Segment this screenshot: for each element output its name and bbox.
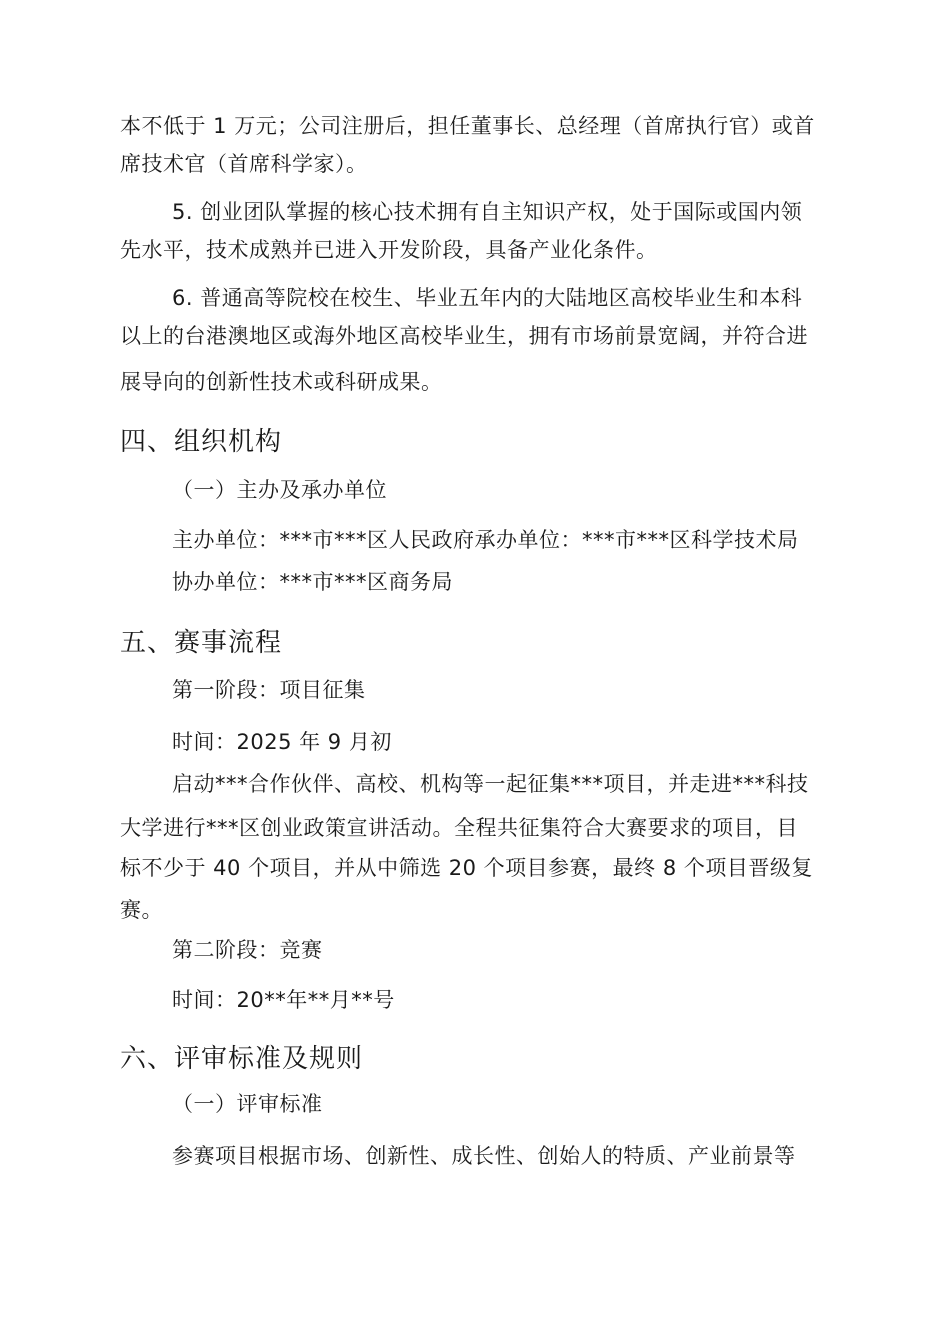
list-item-5-line: 先水平，技术成熟并已进入开发阶段，具备产业化条件。	[120, 238, 658, 262]
stage-time: 时间：20**年**月**号	[172, 988, 395, 1012]
subsection-heading: （一）主办及承办单位	[172, 478, 387, 502]
stage-description-line: 大学进行***区创业政策宣讲活动。全程共征集符合大赛要求的项目，目	[120, 816, 798, 840]
stage-title: 第二阶段：竞赛	[172, 938, 323, 962]
section-heading: 五、赛事流程	[120, 628, 283, 658]
organizers-text: 主办单位：***市***区人民政府承办单位：***市***区科学技术局	[172, 528, 799, 552]
stage-description-line: 标不少于 40 个项目，并从中筛选 20 个项目参赛，最终 8 个项目晋级复	[120, 856, 813, 880]
list-item-6-line: 展导向的创新性技术或科研成果。	[120, 370, 443, 394]
list-item-5-line: 5. 创业团队掌握的核心技术拥有自主知识产权，处于国际或国内领	[172, 200, 803, 224]
list-item-6-line: 6. 普通高等院校在校生、毕业五年内的大陆地区高校毕业生和本科	[172, 286, 803, 310]
stage-time: 时间：2025 年 9 月初	[172, 730, 392, 754]
body-text-line: 本不低于 1 万元；公司注册后，担任董事长、总经理（首席执行官）或首	[120, 114, 815, 138]
subsection-heading: （一）评审标准	[172, 1092, 323, 1116]
stage-description-line: 启动***合作伙伴、高校、机构等一起征集***项目，并走进***科技	[172, 772, 809, 796]
co-organizer-text: 协办单位：***市***区商务局	[172, 570, 453, 594]
body-text-line: 参赛项目根据市场、创新性、成长性、创始人的特质、产业前景等	[172, 1144, 796, 1168]
section-heading: 四、组织机构	[120, 427, 283, 457]
stage-title: 第一阶段：项目征集	[172, 678, 366, 702]
list-item-6-line: 以上的台港澳地区或海外地区高校毕业生，拥有市场前景宽阔，并符合进	[120, 324, 808, 348]
body-text-line: 席技术官（首席科学家）。	[120, 152, 368, 176]
stage-description-line: 赛。	[120, 898, 163, 922]
section-heading: 六、评审标准及规则	[120, 1044, 364, 1074]
